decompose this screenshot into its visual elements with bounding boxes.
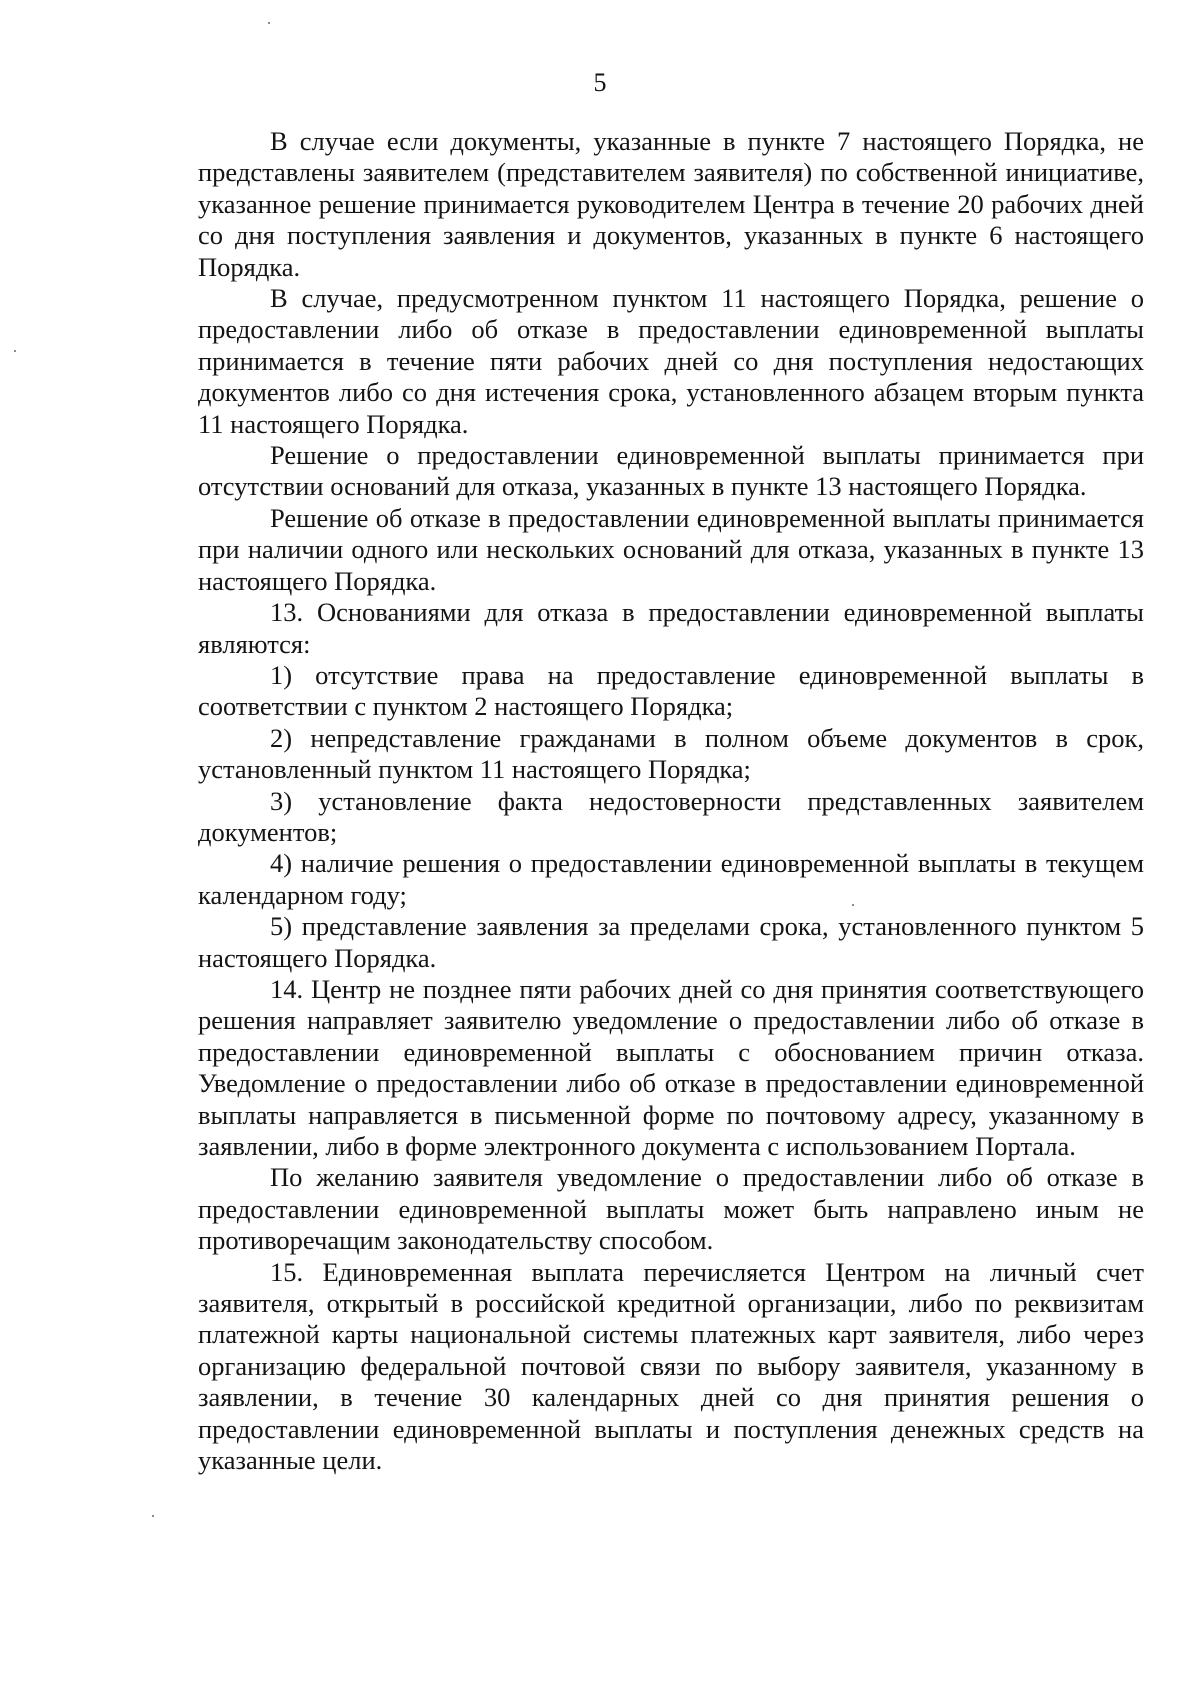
- clause-15: 15. Единовременная выплата перечисляется Центром на личный счет заявителя, открытый в российской кредитной организации, либо по реквизитам платежной карты национальной системы платежных карт заявителя, либо через организацию федеральной почтовой связи по выбору заявителя, указанному в заявлении, в течение 30 календарных дней со дня принятия решения о предоставлении единовременной выплаты и поступления денежных средств на указанные цели.: [198, 1256, 1144, 1476]
- scan-speck: [14, 350, 16, 352]
- paragraph-notification-method: По желанию заявителя уведомление о предоставлении либо об отказе в предоставлении единовременной выплаты может быть направлено иным не противоречащим законодательству способом.: [198, 1162, 1144, 1256]
- scan-speck: [152, 1515, 154, 1517]
- scan-speck: [268, 22, 270, 24]
- paragraph-grant-decision: Решение о предоставлении единовременной выплаты принимается при отсутствии оснований для отказа, указанных в пункте 13 настоящего Порядка.: [198, 440, 1144, 502]
- clause-13-item-5: 5) представление заявления за пределами срока, установленного пунктом 5 настоящего Порядка.: [198, 911, 1144, 973]
- paragraph-case-point-11: В случае, предусмотренном пунктом 11 настоящего Порядка, решение о предоставлении либо об отказе в предоставлении единовременной выплаты принимается в течение пяти рабочих дней со дня поступления недостающих документов либо со дня истечения срока, установленного абзацем вторым пункта 11 настоящего Порядка.: [198, 283, 1144, 439]
- clause-13-item-4: 4) наличие решения о предоставлении единовременной выплаты в текущем календарном году;: [198, 848, 1144, 910]
- paragraph-refusal-decision: Решение об отказе в предоставлении единовременной выплаты принимается при наличии одного или нескольких оснований для отказа, указанных в пункте 13 настоящего Порядка.: [198, 502, 1144, 596]
- clause-13-item-3: 3) установление факта недостоверности представленных заявителем документов;: [198, 785, 1144, 847]
- clause-13-item-2: 2) непредставление гражданами в полном объеме документов в срок, установленный пунктом 11 настоящего Порядка;: [198, 722, 1144, 785]
- paragraph-documents-not-submitted: В случае если документы, указанные в пункте 7 настоящего Порядка, не представлены заявителем (представителем заявителя) по собственной инициативе, указанное решение принимается руководителем Центра в течение 20 рабочих дней со дня поступления заявления и документов, указанных в пункте 6 настоящего Порядка.: [198, 126, 1144, 282]
- clause-13-heading: 13. Основаниями для отказа в предоставлении единовременной выплаты являются:: [198, 597, 1144, 659]
- scan-speck: [852, 904, 854, 906]
- page-number: 5: [593, 68, 607, 97]
- clause-14: 14. Центр не позднее пяти рабочих дней со дня принятия соответствующего решения направляет заявителю уведомление о предоставлении либо об отказе в предоставлении единовременной выплаты с обоснованием причин отказа. Уведомление о предоставлении либо об отказе в предоставлении единовременной выплаты направляется в письменной форме по почтовому адресу, указанному в заявлении, либо в форме электронного документа с использованием Портала.: [198, 973, 1144, 1161]
- clause-13-item-1: 1) отсутствие права на предоставление единовременной выплаты в соответствии с пунктом 2 настоящего Порядка;: [198, 659, 1144, 722]
- document-body: [198, 126, 1144, 1476]
